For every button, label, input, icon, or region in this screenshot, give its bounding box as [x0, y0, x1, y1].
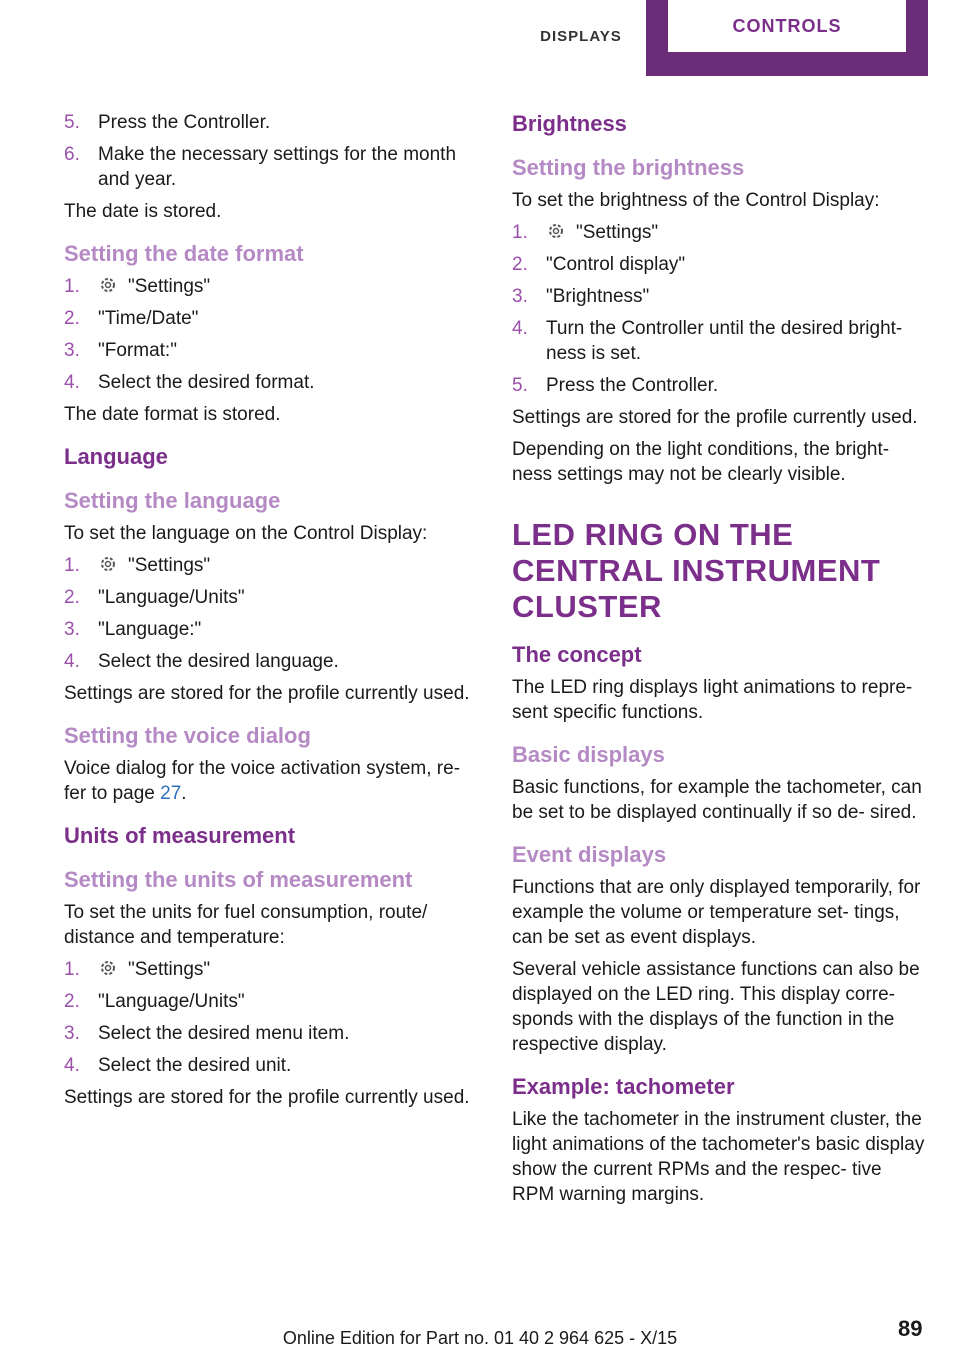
list-item: 5. Press the Controller. — [64, 112, 271, 133]
list-item: 4. Select the desired language. — [64, 651, 339, 672]
basic-displays-heading: Basic displays — [512, 742, 665, 767]
gear-icon — [546, 221, 566, 241]
brightness-stored-text: Settings are stored for the profile currently used. — [512, 407, 918, 428]
example-text: Like the tachometer in the instrument cluster, the light animations of the tachometer's basic display show the current RPMs and the respec‐ tive RPM warning margins. — [512, 1109, 925, 1205]
setting-language-heading: Setting the language — [64, 488, 281, 513]
list-item: 4. Select the desired unit. — [64, 1055, 292, 1076]
list-item: 1. "Settings" — [512, 222, 659, 243]
list-item: 1. "Settings" — [64, 276, 211, 297]
language-stored-text: Settings are stored for the profile currently used. — [64, 683, 470, 704]
assistance-text: Several vehicle assistance functions can also be displayed on the LED ring. This display corre‐ sponds with the displays of the function in the respective display. — [512, 959, 920, 1055]
setting-brightness-heading: Setting the brightness — [512, 155, 745, 180]
list-item: 2. "Time/Date" — [64, 308, 199, 329]
gear-icon — [98, 958, 118, 978]
brightness-steps — [512, 220, 926, 398]
list-item: 2. "Language/Units" — [64, 587, 245, 608]
language-steps — [64, 553, 478, 674]
units-stored-text: Settings are stored for the profile currently used. — [64, 1087, 470, 1108]
event-displays-heading: Event displays — [512, 842, 667, 867]
list-item: 3. "Brightness" — [512, 286, 650, 307]
units-heading: Units of measurement — [64, 823, 296, 848]
list-item: 3. "Language:" — [64, 619, 202, 640]
list-item: 4. Turn the Controller until the desired bright‐ ness is set. — [512, 318, 903, 364]
led-ring-heading: LED RING ON THE CENTRAL INSTRUMENT CLUSTER — [512, 517, 881, 624]
units-intro: To set the units for fuel consumption, route/ distance and temperature: — [64, 902, 428, 948]
left-column — [64, 110, 478, 1117]
gear-icon — [98, 275, 118, 295]
basic-displays-text: Basic functions, for example the tachometer, can be set to be displayed continually if so de‐ sired. — [512, 777, 922, 823]
page-number: 89 — [898, 1316, 923, 1341]
voice-dialog-heading: Setting the voice dialog — [64, 723, 311, 748]
list-item: 2. "Language/Units" — [64, 991, 245, 1012]
list-item: 3. "Format:" — [64, 340, 177, 361]
language-heading: Language — [64, 444, 168, 469]
voice-dialog-text: Voice dialog for the voice activation system, re‐ fer to page 27. — [64, 758, 461, 804]
tab-displays[interactable]: DISPLAYS — [540, 27, 622, 45]
example-heading: Example: tachometer — [512, 1074, 735, 1099]
list-item: 2. "Control display" — [512, 254, 686, 275]
tab-controls[interactable] — [646, 0, 928, 76]
gear-icon — [98, 554, 118, 574]
list-item: 1. "Settings" — [64, 555, 211, 576]
brightness-intro: To set the brightness of the Control Display: — [512, 190, 880, 211]
list-item: 6. Make the necessary settings for the month and year. — [64, 144, 457, 190]
units-steps — [64, 957, 478, 1078]
brightness-heading: Brightness — [512, 111, 627, 136]
concept-text: The LED ring displays light animations to repre‐ sent specific functions. — [512, 677, 913, 723]
date-format-stored-text: The date format is stored. — [64, 404, 281, 425]
footer-edition: Online Edition for Part no. 01 40 2 964 625 - X/15 — [282, 1328, 678, 1348]
brightness-note: Depending on the light conditions, the bright‐ ness settings may not be clearly visible. — [512, 439, 890, 485]
date-format-steps — [64, 274, 478, 395]
setting-units-heading: Setting the units of measurement — [64, 867, 413, 892]
date-stored-text: The date is stored. — [64, 201, 222, 222]
concept-heading: The concept — [512, 642, 642, 667]
date-steps-continued — [64, 110, 478, 192]
list-item: 1. "Settings" — [64, 959, 211, 980]
right-column — [512, 110, 926, 1214]
date-format-heading: Setting the date format — [64, 241, 304, 266]
language-intro: To set the language on the Control Display: — [64, 523, 428, 544]
list-item: 3. Select the desired menu item. — [64, 1023, 350, 1044]
tab-controls-label: CONTROLS — [668, 0, 906, 52]
page-link[interactable]: 27 — [160, 783, 182, 804]
event-displays-text: Functions that are only displayed temporarily, for example the volume or temperature set‐ tings, can be set as event displays. — [512, 877, 921, 948]
list-item: 4. Select the desired format. — [64, 372, 315, 393]
list-item: 5. Press the Controller. — [512, 375, 719, 396]
